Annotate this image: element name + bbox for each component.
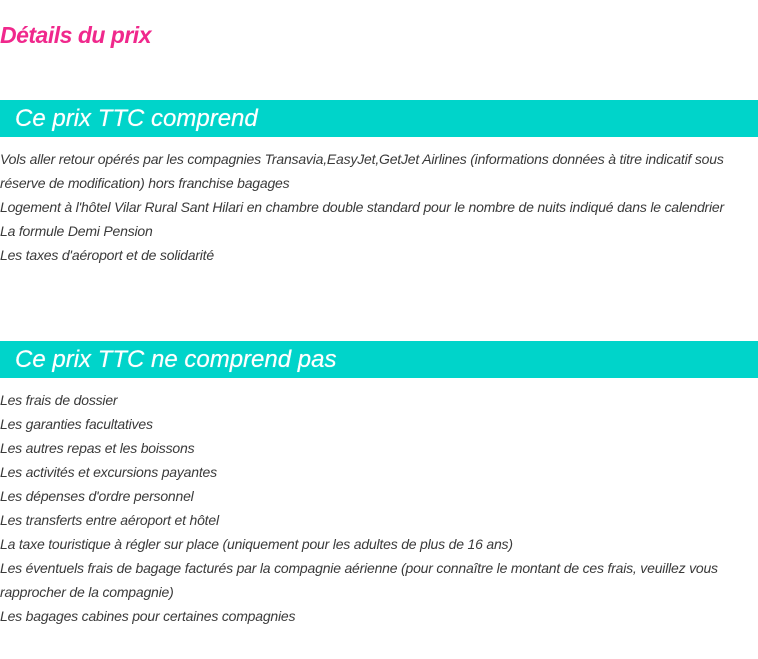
- included-item: La formule Demi Pension: [0, 223, 153, 239]
- included-item: Logement à l'hôtel Vilar Rural Sant Hilari en chambre double standard pour le nombre de nuits indiqué dans le calendrier: [0, 199, 724, 215]
- excluded-items-list: [0, 388, 750, 628]
- included-items-list: [0, 147, 750, 267]
- excluded-item: Les activités et excursions payantes: [0, 464, 217, 480]
- included-section-header: [0, 100, 758, 137]
- excluded-section-heading: Ce prix TTC ne comprend pas: [15, 346, 337, 373]
- excluded-section-header: [0, 341, 758, 378]
- excluded-item: Les frais de dossier: [0, 392, 118, 408]
- excluded-item: La taxe touristique à régler sur place (uniquement pour les adultes de plus de 16 ans): [0, 536, 513, 552]
- page-title: Détails du prix: [0, 22, 151, 48]
- included-item: Vols aller retour opérés par les compagnies Transavia,EasyJet,GetJet Airlines (informations données à titre indicatif sous réserve de modification) hors franchise bagages: [0, 151, 724, 191]
- excluded-item: Les garanties facultatives: [0, 416, 153, 432]
- excluded-item: Les dépenses d'ordre personnel: [0, 488, 194, 504]
- excluded-item: Les autres repas et les boissons: [0, 440, 195, 456]
- excluded-item: Les éventuels frais de bagage facturés par la compagnie aérienne (pour connaître le montant de ces frais, veuillez vous rapprocher de la compagnie): [0, 560, 718, 600]
- included-section-heading: Ce prix TTC comprend: [15, 105, 258, 132]
- excluded-item: Les bagages cabines pour certaines compagnies: [0, 608, 296, 624]
- included-item: Les taxes d'aéroport et de solidarité: [0, 247, 214, 263]
- excluded-item: Les transferts entre aéroport et hôtel: [0, 512, 219, 528]
